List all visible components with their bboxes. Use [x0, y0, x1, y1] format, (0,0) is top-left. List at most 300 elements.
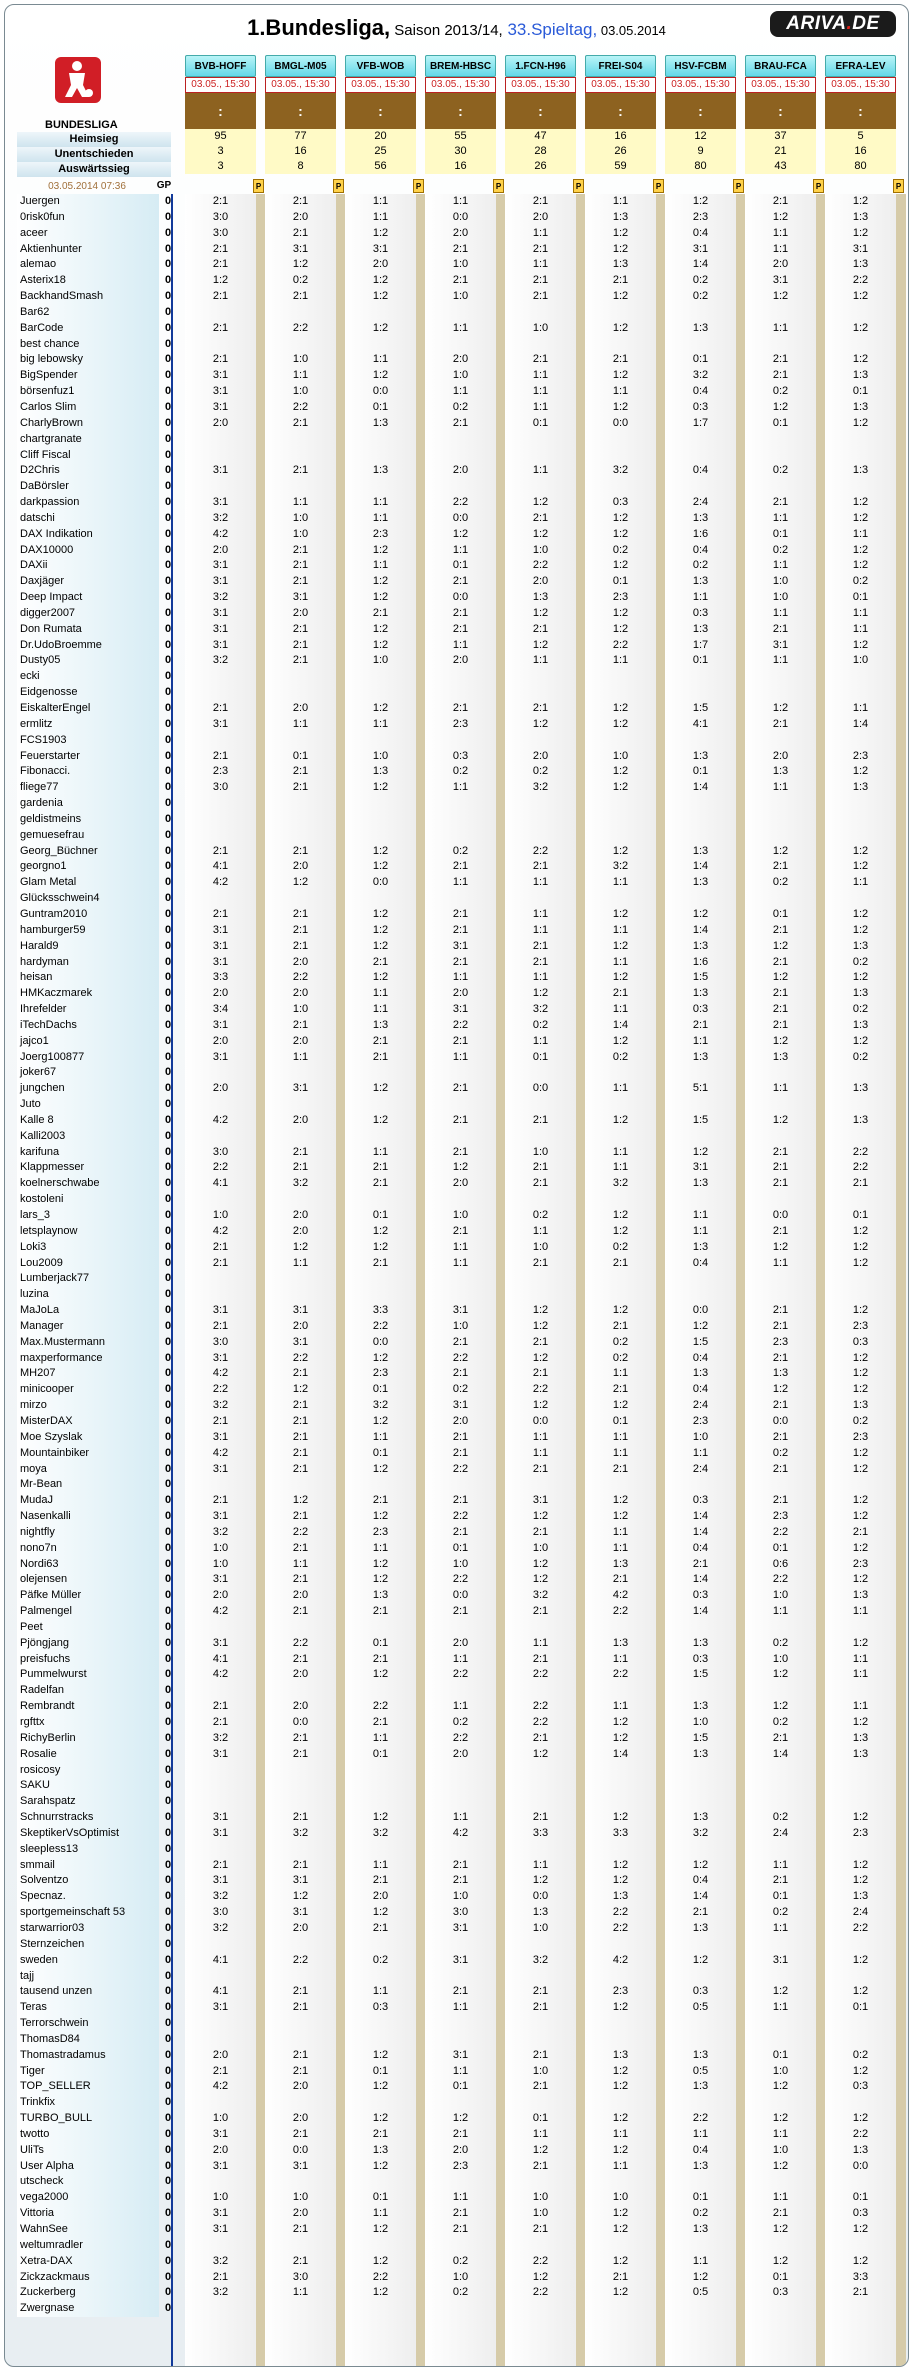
player-name[interactable]: DAX Indikation	[17, 527, 159, 543]
tip-cell: 1:1	[532, 923, 549, 936]
player-name[interactable]: Carlos Slim	[17, 400, 159, 416]
player-name[interactable]: Rosalie	[17, 1747, 159, 1763]
tip-cell: 1:2	[852, 559, 869, 572]
tip-cell: 2:3	[692, 1414, 709, 1427]
table-row	[17, 543, 897, 559]
tip-cell: 0:1	[772, 416, 789, 429]
player-name[interactable]: BigSpender	[17, 368, 159, 384]
player-name[interactable]: geldistmeins	[17, 812, 159, 828]
match-code[interactable]: FREI-S04	[585, 55, 656, 77]
tip-cell: 2:0	[452, 654, 469, 667]
player-name[interactable]: Trinkfix	[17, 2095, 159, 2111]
player-points: 0	[164, 1082, 172, 1095]
table-row	[17, 606, 897, 622]
player-name[interactable]: Glücksschwein4	[17, 891, 159, 907]
player-name[interactable]: Radelfan	[17, 1683, 159, 1699]
table-row	[17, 828, 897, 844]
tip-cell: 2:1	[372, 1177, 389, 1190]
match-code[interactable]: BRAU-FCA	[745, 55, 816, 77]
tip-cell: 0:0	[612, 416, 629, 429]
player-name[interactable]: Eidgenosse	[17, 685, 159, 701]
player-name[interactable]: TOP_SELLER	[17, 2079, 159, 2095]
match-column	[585, 55, 662, 191]
tip-cell: 1:4	[612, 1018, 629, 1031]
tip-cell: 1:1	[452, 1050, 469, 1063]
table-row	[17, 1398, 897, 1414]
tip-cell: 1:3	[612, 1890, 629, 1903]
player-name[interactable]: Terrorschwein	[17, 2016, 159, 2032]
tip-cell: 2:1	[292, 939, 309, 952]
tip-cell: 2:1	[372, 1256, 389, 1269]
player-name[interactable]: hardyman	[17, 955, 159, 971]
player-name[interactable]: Fibonacci.	[17, 764, 159, 780]
match-code[interactable]: BMGL-M05	[265, 55, 336, 77]
tip-cell: 1:0	[772, 2064, 789, 2077]
tip-cell: 1:2	[772, 971, 789, 984]
player-name[interactable]: MH207	[17, 1366, 159, 1382]
tip-cell: 3:1	[212, 1811, 229, 1824]
player-name[interactable]: jajco1	[17, 1034, 159, 1050]
tip-cell: 1:2	[852, 1240, 869, 1253]
player-points: 0	[164, 622, 172, 635]
player-name[interactable]: Manager	[17, 1319, 159, 1335]
player-name[interactable]: Lumberjack77	[17, 1271, 159, 1287]
player-name[interactable]: RichyBerlin	[17, 1731, 159, 1747]
player-name[interactable]: Klappmesser	[17, 1160, 159, 1176]
tip-cell: 1:0	[372, 654, 389, 667]
tip-cell: 1:1	[292, 1050, 309, 1063]
tip-cell: 0:2	[772, 1906, 789, 1919]
player-name[interactable]: Feuerstarter	[17, 749, 159, 765]
player-name[interactable]: Max.Mustermann	[17, 1335, 159, 1351]
player-name[interactable]: Päfke Müller	[17, 1588, 159, 1604]
tip-cell: 2:1	[212, 1240, 229, 1253]
player-name[interactable]: CharlyBrown	[17, 416, 159, 432]
brand-dot: .	[846, 13, 853, 34]
player-name[interactable]: Nordi63	[17, 1557, 159, 1573]
player-name[interactable]: darkpassion	[17, 495, 159, 511]
tip-cell: 4:2	[212, 1367, 229, 1380]
player-name[interactable]: HMKaczmarek	[17, 986, 159, 1002]
player-name[interactable]: Ihrefelder	[17, 1002, 159, 1018]
player-name[interactable]: best chance	[17, 337, 159, 353]
player-name[interactable]: twotto	[17, 2127, 159, 2143]
tip-cell: 1:2	[612, 702, 629, 714]
player-points: 0	[164, 1937, 172, 1950]
player-name[interactable]: vega2000	[17, 2190, 159, 2206]
player-name[interactable]: smmail	[17, 1858, 159, 1874]
tip-cell: 2:3	[772, 1510, 789, 1523]
tip-cell: 1:1	[772, 1256, 789, 1269]
player-name[interactable]: preisfuchs	[17, 1652, 159, 1668]
player-name[interactable]: Tiger	[17, 2064, 159, 2080]
player-name[interactable]: sleepless13	[17, 1842, 159, 1858]
tip-cell: 1:2	[532, 2270, 549, 2283]
tip-cell: 2:1	[452, 1145, 469, 1158]
tip-cell: 2:2	[292, 971, 309, 984]
player-name[interactable]: Xetra-DAX	[17, 2254, 159, 2270]
tip-cell: 3:1	[772, 638, 789, 651]
table-row	[17, 653, 897, 669]
player-name[interactable]: 0risk0fun	[17, 210, 159, 226]
player-name[interactable]: D2Chris	[17, 463, 159, 479]
tip-cell: 1:2	[852, 1034, 869, 1047]
player-name[interactable]: Zickzackmaus	[17, 2270, 159, 2286]
player-name[interactable]: Mr-Bean	[17, 1477, 159, 1493]
player-name[interactable]: Solventzo	[17, 1873, 159, 1889]
player-name[interactable]: Specnaz.	[17, 1889, 159, 1905]
player-points: 0	[164, 1921, 172, 1934]
points-flag: P	[813, 179, 824, 193]
tip-cell: 1:1	[612, 876, 629, 889]
player-name[interactable]: datschi	[17, 511, 159, 527]
player-points: 0	[164, 1240, 172, 1253]
tip-cell: 1:3	[692, 2048, 709, 2061]
tip-cell: 3:1	[692, 242, 709, 255]
tip-cell: 1:2	[372, 575, 389, 588]
player-name[interactable]: Lou2009	[17, 1256, 159, 1272]
table-row	[17, 764, 897, 780]
match-code[interactable]: VFB-WOB	[345, 55, 416, 77]
player-name[interactable]: Thomastradamus	[17, 2048, 159, 2064]
tip-cell: 1:1	[852, 606, 869, 619]
player-name[interactable]: gardenia	[17, 796, 159, 812]
tip-cell: 1:3	[692, 1240, 709, 1253]
bundesliga-wordmark: BUNDESLIGA	[45, 119, 118, 131]
player-name[interactable]: big lebowsky	[17, 352, 159, 368]
tip-cell: 5:1	[692, 1082, 709, 1095]
player-name[interactable]: DaBörsler	[17, 479, 159, 495]
tip-cell: 2:1	[212, 907, 229, 920]
table-row	[17, 1493, 897, 1509]
tip-cell: 0:2	[692, 2207, 709, 2220]
player-name[interactable]: jungchen	[17, 1081, 159, 1097]
table-row	[17, 733, 897, 749]
player-name[interactable]: User Alpha	[17, 2159, 159, 2175]
player-name[interactable]: Bar62	[17, 305, 159, 321]
tip-cell: 1:0	[452, 2270, 469, 2283]
player-name[interactable]: börsenfuz1	[17, 384, 159, 400]
tip-cell: 2:1	[292, 1605, 309, 1618]
player-points: 0	[164, 559, 172, 572]
player-name[interactable]: ecki	[17, 669, 159, 685]
player-name[interactable]: Peet	[17, 1620, 159, 1636]
player-name[interactable]: maxperformance	[17, 1351, 159, 1367]
tip-cell: 1:0	[692, 1716, 709, 1728]
brand-tld: DE	[852, 13, 880, 34]
player-name[interactable]: Pjöngjang	[17, 1636, 159, 1652]
player-points: 0	[164, 654, 172, 667]
tip-cell: 1:4	[692, 1510, 709, 1523]
tip-cell: 4:2	[212, 1446, 229, 1459]
tip-cell: 1:4	[852, 717, 869, 730]
tip-cell: 2:1	[532, 860, 549, 873]
tip-cell: 1:1	[372, 195, 389, 207]
tip-cell: 0:2	[772, 1811, 789, 1824]
player-name[interactable]: DAXii	[17, 558, 159, 574]
player-name[interactable]: Glam Metal	[17, 875, 159, 891]
player-points: 0	[164, 448, 172, 461]
tip-cell: 1:3	[612, 2048, 629, 2061]
tip-cell: 3:1	[212, 2001, 229, 2014]
tip-cell: 1:1	[372, 353, 389, 366]
player-name[interactable]: moya	[17, 1462, 159, 1478]
tip-cell: 1:1	[612, 1525, 629, 1538]
table-row	[17, 289, 897, 305]
player-name[interactable]: minicooper	[17, 1382, 159, 1398]
player-points: 0	[164, 844, 172, 857]
player-name[interactable]: ermlitz	[17, 717, 159, 733]
player-name[interactable]: iTechDachs	[17, 1018, 159, 1034]
player-name[interactable]: MudaJ	[17, 1493, 159, 1509]
player-name[interactable]: Aktienhunter	[17, 242, 159, 258]
tip-cell: 3:1	[212, 1747, 229, 1760]
player-name[interactable]: DAX10000	[17, 543, 159, 559]
player-name[interactable]: koelnerschwabe	[17, 1176, 159, 1192]
tip-cell: 3:2	[532, 1953, 549, 1966]
player-points: 0	[164, 2080, 172, 2093]
player-name[interactable]: gemuesefrau	[17, 828, 159, 844]
player-name[interactable]: MaJoLa	[17, 1303, 159, 1319]
tip-cell: 2:1	[292, 195, 309, 207]
tip-cell: 1:1	[772, 1921, 789, 1934]
player-name[interactable]: utscheck	[17, 2174, 159, 2190]
match-code[interactable]: 1.FCN-H96	[505, 55, 576, 77]
player-name[interactable]: Pummelwurst	[17, 1667, 159, 1683]
tip-cell: 2:1	[212, 844, 229, 857]
tip-cell: 2:1	[532, 1605, 549, 1618]
player-name[interactable]: nightfly	[17, 1525, 159, 1541]
table-row	[17, 1335, 897, 1351]
tip-cell: 1:2	[532, 1319, 549, 1332]
player-name[interactable]: Moe Szyslak	[17, 1430, 159, 1446]
player-name[interactable]: Zuckerberg	[17, 2285, 159, 2301]
player-name[interactable]: Kalle 8	[17, 1113, 159, 1129]
player-name[interactable]: Asterix18	[17, 273, 159, 289]
tip-cell: 2:1	[372, 1034, 389, 1047]
match-code[interactable]: HSV-FCBM	[665, 55, 736, 77]
tip-cell: 2:2	[452, 1510, 469, 1523]
player-name[interactable]: sweden	[17, 1953, 159, 1969]
player-name[interactable]: SAKU	[17, 1778, 159, 1794]
table-row	[17, 337, 897, 353]
tip-cell: 1:1	[452, 195, 469, 207]
player-points: 0	[164, 195, 172, 207]
player-name[interactable]: Kalli2003	[17, 1129, 159, 1145]
table-row	[17, 2222, 897, 2238]
player-name[interactable]: kostoleni	[17, 1192, 159, 1208]
player-name[interactable]: UliTs	[17, 2143, 159, 2159]
player-points: 0	[164, 1826, 172, 1839]
tip-cell: 1:1	[692, 1209, 709, 1221]
tip-cell: 2:1	[292, 2001, 309, 2014]
table-row	[17, 1192, 897, 1208]
player-name[interactable]: Cliff Fiscal	[17, 448, 159, 464]
player-name[interactable]: Zwergnase	[17, 2301, 159, 2317]
player-name[interactable]: Guntram2010	[17, 907, 159, 923]
player-name[interactable]: TURBO_BULL	[17, 2111, 159, 2127]
tip-cell: 1:1	[452, 2064, 469, 2077]
match-code[interactable]: EFRA-LEV	[825, 55, 896, 77]
tip-cell: 1:0	[212, 2112, 229, 2125]
tip-cell: 1:2	[372, 1082, 389, 1095]
player-name[interactable]: sportgemeinschaft 53	[17, 1905, 159, 1921]
player-name[interactable]: heisan	[17, 970, 159, 986]
player-name[interactable]: rgfttx	[17, 1715, 159, 1731]
tip-cell: 0:4	[692, 1383, 709, 1396]
player-points: 0	[164, 2032, 172, 2045]
player-points: 0	[164, 1874, 172, 1887]
player-name[interactable]: tausend unzen	[17, 1984, 159, 2000]
player-name[interactable]: lars_3	[17, 1208, 159, 1224]
ariva-logo[interactable]	[770, 11, 896, 37]
table-row	[17, 1953, 897, 1969]
player-name[interactable]: Nasenkalli	[17, 1509, 159, 1525]
table-row	[17, 1763, 897, 1779]
player-name[interactable]: olejensen	[17, 1572, 159, 1588]
player-name[interactable]: ThomasD84	[17, 2032, 159, 2048]
tip-cell: 2:0	[292, 987, 309, 1000]
player-name[interactable]: Deep Impact	[17, 590, 159, 606]
tip-cell: 2:1	[452, 1605, 469, 1618]
tip-cell: 2:1	[212, 702, 229, 714]
player-name[interactable]: Daxjäger	[17, 574, 159, 590]
player-name[interactable]: georgno1	[17, 859, 159, 875]
player-name[interactable]: SkeptikerVsOptimist	[17, 1826, 159, 1842]
player-points: 0	[164, 1003, 172, 1016]
match-result: :	[745, 93, 816, 129]
player-name[interactable]: Teras	[17, 2000, 159, 2016]
player-name[interactable]: letsplaynow	[17, 1224, 159, 1240]
table-row	[17, 891, 897, 907]
player-name[interactable]: Palmengel	[17, 1604, 159, 1620]
tip-cell: 0:2	[452, 2254, 469, 2267]
player-points: 0	[164, 2001, 172, 2014]
player-name[interactable]: chartgranate	[17, 432, 159, 448]
player-name[interactable]: alemao	[17, 257, 159, 273]
tip-cell: 2:1	[532, 1367, 549, 1380]
player-name[interactable]: starwarrior03	[17, 1921, 159, 1937]
player-name[interactable]: tajj	[17, 1969, 159, 1985]
tip-cell: 0:2	[852, 955, 869, 968]
tip-cell: 1:2	[612, 1731, 629, 1744]
tip-cell: 2:1	[212, 749, 229, 762]
table-row	[17, 1018, 897, 1034]
points-flag: P	[493, 179, 504, 193]
table-row	[17, 1224, 897, 1240]
player-name[interactable]: digger2007	[17, 606, 159, 622]
player-points: 0	[164, 1098, 172, 1111]
table-row	[17, 1525, 897, 1541]
player-points: 0	[164, 1414, 172, 1427]
tip-cell: 1:0	[772, 591, 789, 604]
tip-cell: 1:4	[692, 923, 709, 936]
match-kickoff: 03.05., 15:30	[505, 77, 576, 93]
player-name[interactable]: Rembrandt	[17, 1699, 159, 1715]
tip-cell: 1:2	[452, 1161, 469, 1174]
player-name[interactable]: Joerg100877	[17, 1050, 159, 1066]
tip-cell: 1:1	[852, 1700, 869, 1713]
match-code[interactable]: BREM-HBSC	[425, 55, 496, 77]
tip-cell: 1:0	[212, 2191, 229, 2204]
player-name[interactable]: Schnurrstracks	[17, 1810, 159, 1826]
player-name[interactable]: rosicosy	[17, 1763, 159, 1779]
player-name[interactable]: Sarahspatz	[17, 1794, 159, 1810]
tip-cell: 2:0	[452, 464, 469, 477]
player-name[interactable]: Dr.UdoBroemme	[17, 638, 159, 654]
player-name[interactable]: Sternzeichen	[17, 1937, 159, 1953]
tip-cell: 3:0	[212, 1335, 229, 1348]
player-name[interactable]: Dusty05	[17, 653, 159, 669]
tip-cell: 2:1	[532, 622, 549, 635]
tip-cell: 2:0	[212, 987, 229, 1000]
player-name[interactable]: luzina	[17, 1287, 159, 1303]
player-name[interactable]: Mountainbiker	[17, 1446, 159, 1462]
player-name[interactable]: joker67	[17, 1065, 159, 1081]
matchday-link[interactable]: 33.Spieltag,	[502, 20, 598, 39]
player-name[interactable]: nono7n	[17, 1541, 159, 1557]
player-name[interactable]: fliege77	[17, 780, 159, 796]
player-name[interactable]: Juergen	[17, 194, 159, 210]
brand-name: ARIVA	[786, 13, 847, 34]
tip-cell: 1:2	[452, 2112, 469, 2125]
tip-cell: 3:0	[212, 1145, 229, 1158]
player-name[interactable]: EiskalterEngel	[17, 701, 159, 717]
tip-cell: 1:1	[452, 543, 469, 556]
tip-cell: 1:0	[372, 749, 389, 762]
player-name[interactable]: aceer	[17, 226, 159, 242]
tip-cell: 1:1	[612, 195, 629, 207]
player-name[interactable]: Don Rumata	[17, 622, 159, 638]
player-name[interactable]: weltumradler	[17, 2238, 159, 2254]
tip-cell: 2:2	[292, 1953, 309, 1966]
tip-cell: 0:4	[692, 464, 709, 477]
tip-cell: 0:3	[612, 496, 629, 509]
player-name[interactable]: hamburger59	[17, 923, 159, 939]
tip-cell: 4:1	[212, 860, 229, 873]
tip-cell: 0:0	[452, 511, 469, 524]
tip-cell: 2:1	[772, 369, 789, 382]
player-points: 0	[164, 1446, 172, 1459]
player-name[interactable]: MisterDAX	[17, 1414, 159, 1430]
player-points: 0	[164, 1525, 172, 1538]
table-row	[17, 1081, 897, 1097]
match-code[interactable]: BVB-HOFF	[185, 55, 256, 77]
table-row	[17, 1858, 897, 1874]
player-name[interactable]: karifuna	[17, 1145, 159, 1161]
player-name[interactable]: Loki3	[17, 1240, 159, 1256]
player-name[interactable]: BarCode	[17, 321, 159, 337]
player-name[interactable]: Vittoria	[17, 2206, 159, 2222]
table-row	[17, 1430, 897, 1446]
player-name[interactable]: FCS1903	[17, 733, 159, 749]
player-name[interactable]: WahnSee	[17, 2222, 159, 2238]
tip-cell: 2:1	[292, 1652, 309, 1665]
tip-cell: 2:1	[532, 1811, 549, 1824]
player-name[interactable]: Georg_Büchner	[17, 844, 159, 860]
tip-cell: 2:1	[772, 1145, 789, 1158]
player-name[interactable]: mirzo	[17, 1398, 159, 1414]
tip-cell: 1:4	[692, 1890, 709, 1903]
tip-cell: 2:1	[212, 1319, 229, 1332]
tip-cell: 2:1	[772, 353, 789, 366]
player-name[interactable]: BackhandSmash	[17, 289, 159, 305]
table-row	[17, 1842, 897, 1858]
player-name[interactable]: Juto	[17, 1097, 159, 1113]
player-name[interactable]: Harald9	[17, 939, 159, 955]
tip-cell: 2:1	[532, 1335, 549, 1348]
season-label: Saison 2013/14,	[390, 22, 503, 39]
